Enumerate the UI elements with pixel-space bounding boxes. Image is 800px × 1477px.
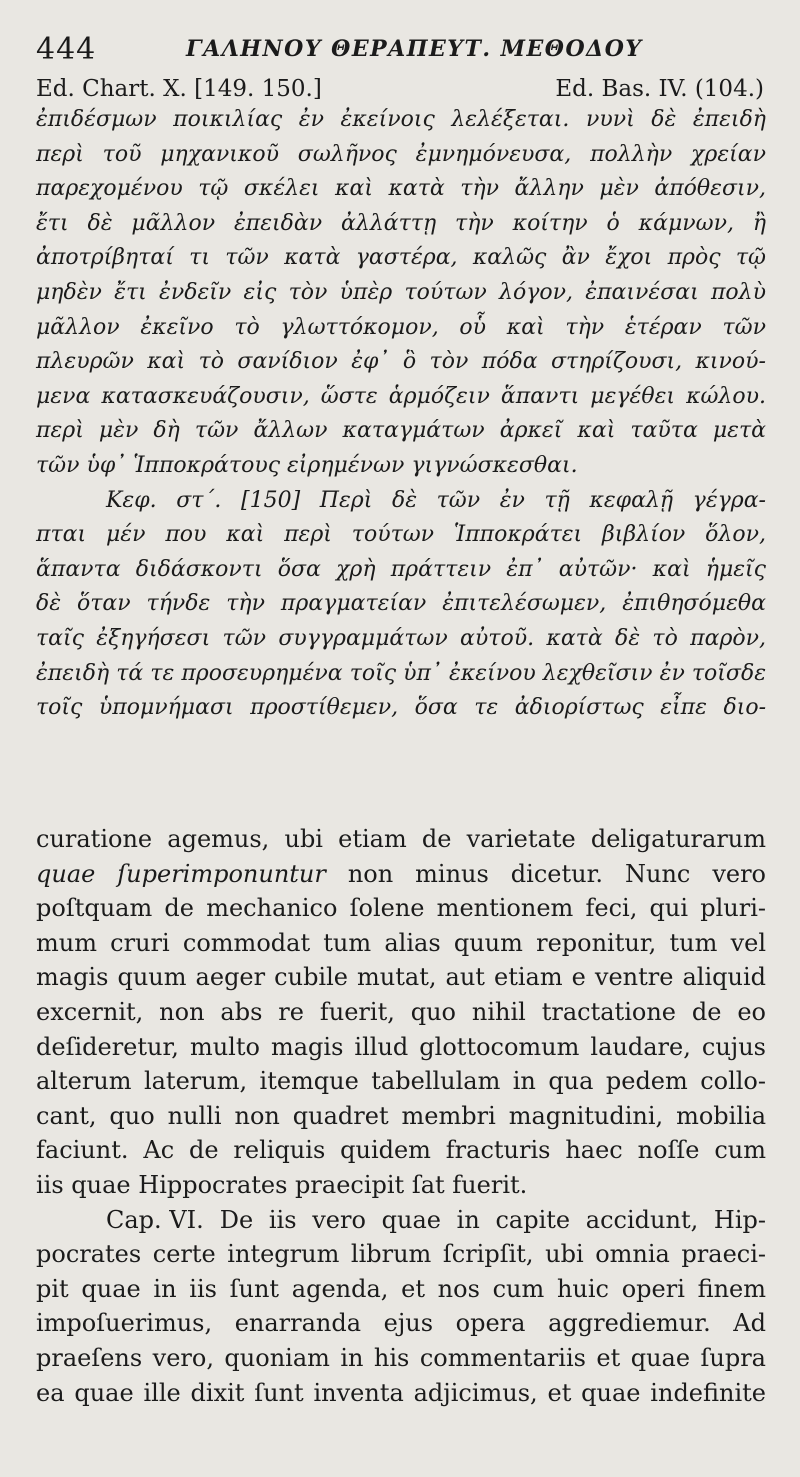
greek-line: πται μέν που καὶ περὶ τούτων Ἱπποκράτει βιβλίον ὅλον, (36, 522, 766, 548)
latin-italic-phrase: quae ſuperimponuntur (36, 859, 326, 888)
latin-line: impoſuerimus, enarranda ejus opera aggrediemur. Ad (36, 1309, 766, 1338)
greek-line: παρεχομένου τῷ σκέλει καὶ κατὰ τὴν ἄλλην μὲν ἀπόθεσιν, (36, 176, 766, 202)
greek-line: τῶν ὑφ᾽ Ἱπποκράτους εἰρημένων γιγνώσκεσθαι. (36, 452, 578, 478)
greek-line: πλευρῶν καὶ τὸ σανίδιον ἐφ᾽ ὃ τὸν πόδα στηρίζουσι, κινού- (36, 349, 766, 375)
greek-line: ἐπειδὴ τά τε προσευρημένα τοῖς ὑπ᾽ ἐκείνου λεχθεῖσιν ἐν τοῖσδε (36, 660, 766, 686)
running-header (36, 30, 764, 70)
latin-line: faciunt. Ac de reliquis quidem fracturis haec noſſe cum (36, 1136, 766, 1165)
greek-line: ἐπιδέσμων ποικιλίας ἐν ἐκείνοις λελέξεται. νυνὶ δὲ ἐπειδὴ (36, 107, 766, 132)
greek-chapter-heading-line: Κεφ. στ΄. [150] Περὶ δὲ τῶν ἐν τῇ κεφαλῇ γέγρα- (106, 487, 766, 513)
greek-line: τοῖς ὑπομνήμασι προστίθεμεν, ὅσα τε ἀδιορίστως εἶπε διο- (36, 695, 766, 721)
greek-line: περὶ μὲν δὴ τῶν ἄλλων καταγμάτων ἀρκεῖ καὶ ταῦτα μετὰ (36, 418, 766, 444)
latin-line (36, 857, 766, 892)
edition-basel: Ed. Bas. IV. (104.) (555, 76, 764, 102)
page-number: 444 (36, 32, 97, 67)
greek-line: μηδὲν ἔτι ἐνδεῖν εἰς τὸν ὑπὲρ τούτων λόγον, ἐπαινέσαι πολὺ (36, 279, 766, 305)
latin-line: iis quae Hippocrates praecipit ſat fuerit. (36, 1170, 528, 1199)
latin-line-rest: De iis vero quae in capite accidunt, Hip- (219, 1205, 766, 1234)
edition-chartier: Ed. Chart. X. [149. 150.] (36, 76, 322, 102)
latin-line: curatione agemus, ubi etiam de varietate deligaturarum (36, 825, 766, 853)
chapter-label: Cap. VI. (106, 1205, 204, 1234)
latin-line: mum cruri commodat tum alias quum reponitur, tum vel (36, 928, 766, 957)
greek-line: ἀποτρίβηταί τι τῶν κατὰ γαστέρα, καλῶς ἂν ἔχοι πρὸς τῷ (36, 245, 766, 271)
latin-line: alterum laterum, itemque tabellulam in qua pedem collo- (36, 1067, 766, 1096)
latin-line: deſideretur, multo magis illud glottocomum laudare, cujus (36, 1032, 766, 1061)
greek-line: ἅπαντα διδάσκοντι ὅσα χρὴ πράττειν ἐπ᾽ αὐτῶν· καὶ ἡμεῖς (36, 556, 766, 582)
latin-line: poſtquam de mechanico ſolene mentionem feci, qui pluri- (36, 894, 766, 923)
latin-chapter-heading-line (36, 1203, 766, 1238)
latin-line: pit quae in iis ſunt agenda, et nos cum huic operi finem (36, 1274, 766, 1303)
greek-text (36, 103, 766, 726)
latin-line: pocrates certe integrum librum ſcripſit, ubi omnia praeci- (36, 1240, 766, 1269)
greek-line: δὲ ὅταν τήνδε τὴν πραγματείαν ἐπιτελέσωμεν, ἐπιθησόμεθα (36, 591, 766, 617)
latin-line: magis quum aeger cubile mutat, aut etiam e ventre aliquid (36, 963, 766, 992)
latin-line: excernit, non abs re fuerit, quo nihil tractatione de eo (36, 997, 766, 1026)
latin-line-rest: non minus dicetur. Nunc vero (347, 859, 766, 888)
latin-line: ea quae ille dixit ſunt inventa adjicimus, et quae indefinite (36, 1378, 766, 1407)
latin-text (36, 822, 766, 1410)
greek-line: ταῖς ἐξηγήσεσι τῶν συγγραμμάτων αὐτοῦ. κατὰ δὲ τὸ παρὸν, (36, 625, 766, 651)
greek-line: περὶ τοῦ μηχανικοῦ σωλῆνος ἐμνημόνευσα, πολλὴν χρείαν (36, 141, 766, 167)
greek-line: μᾶλλον ἐκεῖνο τὸ γλωττόκομον, οὗ καὶ τὴν ἑτέραν τῶν (36, 314, 766, 340)
latin-line: cant, quo nulli non quadret membri magnitudini, mobilia (36, 1101, 766, 1130)
latin-line: praeſens vero, quoniam in his commentariis et quae ſupra (36, 1343, 766, 1372)
running-title: ΓΑΛΗΝΟΥ ΘΕΡΑΠΕΥΤ. ΜΕΘΟΔΟΥ (186, 36, 643, 62)
greek-line: μενα κατασκευάζουσιν, ὥστε ἁρμόζειν ἅπαντι μεγέθει κώλου. (36, 383, 766, 409)
greek-line: ἔτι δὲ μᾶλλον ἐπειδὰν ἀλλάττῃ τὴν κοίτην ὁ κάμνων, ἢ (36, 210, 766, 236)
